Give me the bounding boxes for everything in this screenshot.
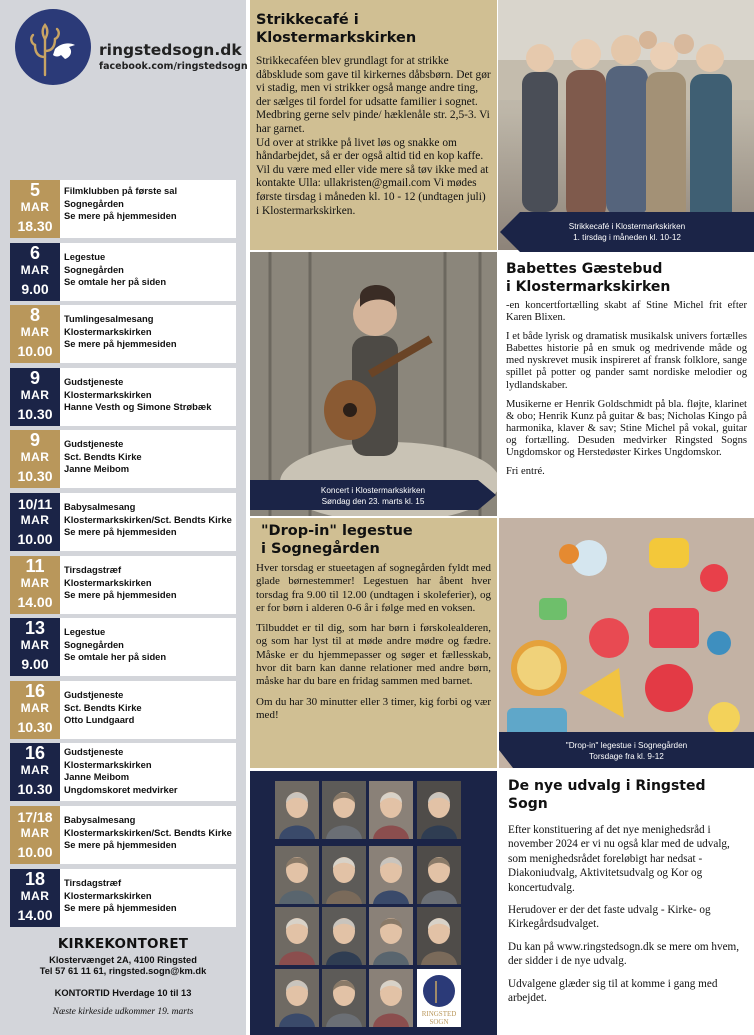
event-date-badge [10,681,60,739]
legestue-paragraph: Hver torsdag er stueetagen af sognegården fyldt med glade børnestemmer! Legestuen har åbent hver torsdag fra 9.00 til 12.00 (undtagen i skoleferier), og er for børn i alderen 0-6 år i følge med en voksen. [256,562,491,614]
facebook-link[interactable]: facebook.com/ringstedsogn [99,61,248,72]
event-detail-line: Klostermarkskirken [64,388,152,400]
event-date-badge [10,180,60,238]
event-detail-line: Se omtale her på siden [64,651,167,662]
udvalg-paragraph: Efter konstituering af det nye menighedsråd i november 2024 er vi nu også klar med de udvalg, som menighedsrådet foreløbigt har nedsat - Diakoniudvalg, Aktivitetsudvalg og Kor og koncertudvalg. [508,824,730,894]
event-card[interactable] [10,368,236,426]
event-day: 11 [25,556,45,576]
event-detail-line: Se omtale her på siden [64,276,167,287]
event-details [64,438,234,476]
event-time: 9.00 [21,281,49,297]
strikkecafe-caption [500,212,754,252]
event-card[interactable] [10,556,236,614]
event-detail-line: Sct. Bendts Kirke [64,450,142,462]
event-card[interactable] [10,305,236,363]
strikkecafe-paragraph: Vil du være med eller vide mere så tøv ikke med at kontakte Ulla: ullakristen@gmail.com Vi mødes første tirsdag i måneden kl. 10 - 12 (undtagen juli) i Klostermarkskirken. [256,163,489,217]
event-detail-line: Klostermarkskirken [64,325,152,337]
udvalg-title: De nye udvalg i Ringsted Sogn [508,778,706,812]
event-title: Legestue [64,251,106,262]
member-portrait [275,781,319,839]
logo-text: SOGN [429,1018,449,1026]
event-detail-line: Se mere på hjemmesiden [64,589,177,600]
legestue-title-line: "Drop-in" legestue [261,523,413,539]
office-hours: KONTORTID Hverdage 10 til 13 [54,988,192,998]
event-detail-line: Sct. Bendts Kirke [64,701,142,713]
event-card[interactable] [10,806,236,864]
udvalg-portrait-grid [250,771,497,1035]
event-time: 9.00 [21,656,49,672]
event-time: 18.30 [17,218,53,234]
event-date-badge [10,556,60,614]
event-details [64,313,234,351]
event-time: 14.00 [17,907,53,923]
member-portrait [322,781,366,839]
babette-paragraph: Fri entré. [506,466,545,478]
legestue-photo [499,518,754,768]
koncert-caption [250,480,496,520]
event-time: 10.00 [17,844,53,860]
event-card[interactable] [10,681,236,739]
event-details [64,251,234,289]
event-title: Gudstjeneste [64,376,124,387]
event-day: 6 [29,243,40,263]
event-month: MAR [20,200,50,214]
koncert-photo [250,252,497,516]
event-day: 17/18 [17,809,53,825]
event-title: Tumlingesalmesang [64,313,154,324]
office-title: KIRKEKONTORET [57,936,189,952]
event-day: 13 [24,618,46,638]
member-portrait [417,907,461,965]
event-title: Gudstjeneste [64,438,124,449]
ringsted-sogn-logo [417,969,461,1027]
event-month: MAR [20,889,50,903]
member-portrait [369,846,413,904]
member-portrait [369,907,413,965]
event-time: 10.30 [17,781,53,797]
event-time: 10.00 [17,343,53,359]
event-details [64,626,234,664]
event-detail-line: Ungdomskoret medvirker [64,783,178,795]
caption-line: 1. tirsdag i måneden kl. 10-12 [573,233,681,242]
event-details [64,877,234,915]
event-day: 10/11 [17,496,53,512]
babette-title [506,260,747,296]
event-detail-line: Otto Lundgaard [64,714,135,725]
member-portrait [369,781,413,839]
event-title: Tirsdagstræf [64,564,122,575]
event-day: 5 [29,180,40,200]
event-month: MAR [20,513,50,527]
event-month: MAR [20,388,50,402]
event-month: MAR [20,638,50,652]
event-title: Babysalmesang [64,501,136,512]
babette-paragraph: Musikerne er Henrik Goldschmidt på bla. fløjte, klarinet & obo; Henrik Kunz på guitar & bas; Nicholas Kingo på harmonika, klaver & sav; Stine Michel på vokal, guitar og fortælling. Desuden medvirker Ringsted Sogns Ungdomskor og Herstedøster Kirkes Ungdomskor. [506,398,747,459]
strikkecafe-body [256,55,491,218]
legestue-caption [499,732,754,768]
event-card[interactable] [10,869,236,927]
legestue-title-line: i Sognegården [261,541,380,557]
event-time: 10.30 [17,406,53,422]
event-card[interactable] [10,180,236,238]
udvalg-paragraph: Udvalgene glæder sig til at komme i gang med arbejdet. [508,977,718,1005]
event-detail-line: Se mere på hjemmesiden [64,338,177,349]
event-detail-line: Hanne Vesth og Simone Strøbæk [64,401,212,412]
event-day: 16 [24,743,46,763]
event-detail-line: Klostermarkskirken/Sct. Bendts Kirke [64,513,232,525]
event-title: Legestue [64,626,106,637]
event-date-badge [10,305,60,363]
event-day: 8 [29,305,40,325]
event-day: 9 [29,430,40,450]
event-detail-line: Se mere på hjemmesiden [64,210,177,221]
sidebar [0,0,246,1035]
event-details [64,564,234,602]
caption-line: Koncert i Klostermarkskirken [320,486,426,495]
strikkecafe-article [250,0,497,250]
event-card[interactable] [10,430,236,488]
event-month: MAR [20,826,50,840]
legestue-paragraph: Tilbuddet er til dig, som har børn i førskolealderen, og som har lyst til at møde andre mødre og fædre. Måske er du hjemmepasser og søger et fællesskab, hvor dit barn kan danne relationer med andre børn, måske har du bare en fridag sammen med barnet. [256,622,491,688]
event-date-badge [10,618,60,676]
event-card[interactable] [10,243,236,301]
event-title: Filmklubben på første sal [64,185,178,196]
office-contact[interactable]: Tel 57 61 11 61, ringsted.sogn@km.dk [39,966,207,976]
udvalg-body [508,823,745,1005]
event-time: 10.30 [17,719,53,735]
member-portrait [417,781,461,839]
logo-text: RINGSTED [421,1010,457,1018]
event-details [64,689,234,727]
event-details [64,185,234,223]
church-office [0,936,246,1017]
event-title: Babysalmesang [64,814,136,825]
event-month: MAR [20,263,50,277]
event-detail-line: Se mere på hjemmesiden [64,839,177,850]
caption-line: "Drop-in" legestue i Sognegården [565,741,688,750]
member-portrait [369,969,413,1027]
udvalg-article [499,771,754,1035]
event-date-badge [10,368,60,426]
event-details [64,814,234,852]
event-month: MAR [20,576,50,590]
event-detail-line: Se mere på hjemmesiden [64,526,177,537]
event-month: MAR [20,701,50,715]
strikkecafe-paragraph: Strikkecaféen blev grundlagt for at strikke dåbsklude som gave til kirkernes dåbsbørn. Det gør vi stadig, men vi strikker også mange andre ting, der sælges til fordel for udsatte familier i sognet. Medbring gerne selv pinde/ hæklenåle str. 2,5-3. Vi har garnet. [256,55,491,135]
event-date-badge [10,806,60,864]
strikkecafe-paragraph: Ud over at strikke på livet løs og snakke om håndarbejdet, så er der også altid tid en kop kaffe. [256,136,484,163]
event-detail-line: Janne Meibom [64,463,130,474]
event-card[interactable] [10,618,236,676]
member-portrait [275,846,319,904]
member-portrait [322,907,366,965]
event-detail-line: Klostermarkskirken [64,889,152,901]
caption-line: Søndag den 23. marts kl. 15 [321,497,425,506]
legestue-article [250,518,497,768]
event-detail-line: Sognegården [64,638,124,650]
event-day: 18 [24,869,46,889]
site-url[interactable]: ringstedsogn.dk [99,41,242,59]
caption-line: Torsdage fra kl. 9-12 [589,752,664,761]
event-date-badge [10,243,60,301]
event-date-badge [10,493,60,551]
member-portrait [275,907,319,965]
event-day: 9 [29,368,40,388]
event-details [64,746,234,796]
event-detail-line: Se mere på hjemmesiden [64,902,177,913]
event-date-badge [10,743,60,801]
babette-title-line: Babettes Gæstebud [506,261,663,277]
event-detail-line: Klostermarkskirken [64,576,152,588]
office-address: Klostervænget 2A, 4100 Ringsted [49,955,197,965]
next-issue-note: Næste kirkeside udkommer 19. marts [52,1007,194,1017]
church-logo-icon [15,9,91,85]
event-title: Gudstjeneste [64,689,124,700]
event-time: 10.00 [17,531,53,547]
caption-line: Strikkecafé i Klostermarkskirken [568,222,686,231]
event-details [64,501,234,539]
legestue-paragraph: Om du har 30 minutter eller 3 timer, kig forbi og vær med! [256,695,491,721]
event-detail-line: Klostermarkskirken/Sct. Bendts Kirke [64,826,232,838]
event-time: 10.30 [17,468,53,484]
babette-paragraph: I et både lyrisk og dramatisk musikalsk univers fortælles Babettes historie på en smuk og medrivende måde og med nyskrevet musik inspireret af fransk folklore, sange spillet på potter og pander samt nordiske melodier og lydlandskaber. [506,331,747,391]
udvalg-paragraph: Herudover er der det faste udvalg - Kirke- og Kirkegårdsudvalget. [508,904,711,931]
event-time: 14.00 [17,594,53,610]
udvalg-paragraph: Du kan på www.ringstedsogn.dk se mere om hvem, der sidder i de nye udvalg. [508,940,740,968]
event-detail-line: Klostermarkskirken [64,758,152,770]
event-date-badge [10,869,60,927]
babette-article [499,252,754,518]
babette-body [506,300,747,478]
event-title: Tirsdagstræf [64,877,122,888]
event-card[interactable] [10,493,236,551]
strikkecafe-title: Strikkecafé i Klostermarkskirken [256,12,417,46]
event-month: MAR [20,763,50,777]
legestue-body [256,562,491,722]
babette-title-line: i Klostermarkskirken [506,279,671,295]
event-month: MAR [20,450,50,464]
member-portrait [322,846,366,904]
event-detail-line: Sognegården [64,263,124,275]
member-portrait [322,969,366,1027]
event-title: Gudstjeneste [64,746,124,757]
event-details [64,376,234,414]
event-card[interactable] [10,743,236,801]
member-portrait [417,846,461,904]
event-date-badge [10,430,60,488]
event-month: MAR [20,325,50,339]
event-detail-line: Janne Meibom [64,771,130,782]
header-logo[interactable] [15,9,248,89]
legestue-title [256,522,491,558]
member-portrait [275,969,319,1027]
event-day: 16 [24,681,46,701]
babette-paragraph: -en koncertfortælling skabt af Stine Michel frit efter Karen Blixen. [506,300,747,324]
event-detail-line: Sognegården [64,197,124,209]
